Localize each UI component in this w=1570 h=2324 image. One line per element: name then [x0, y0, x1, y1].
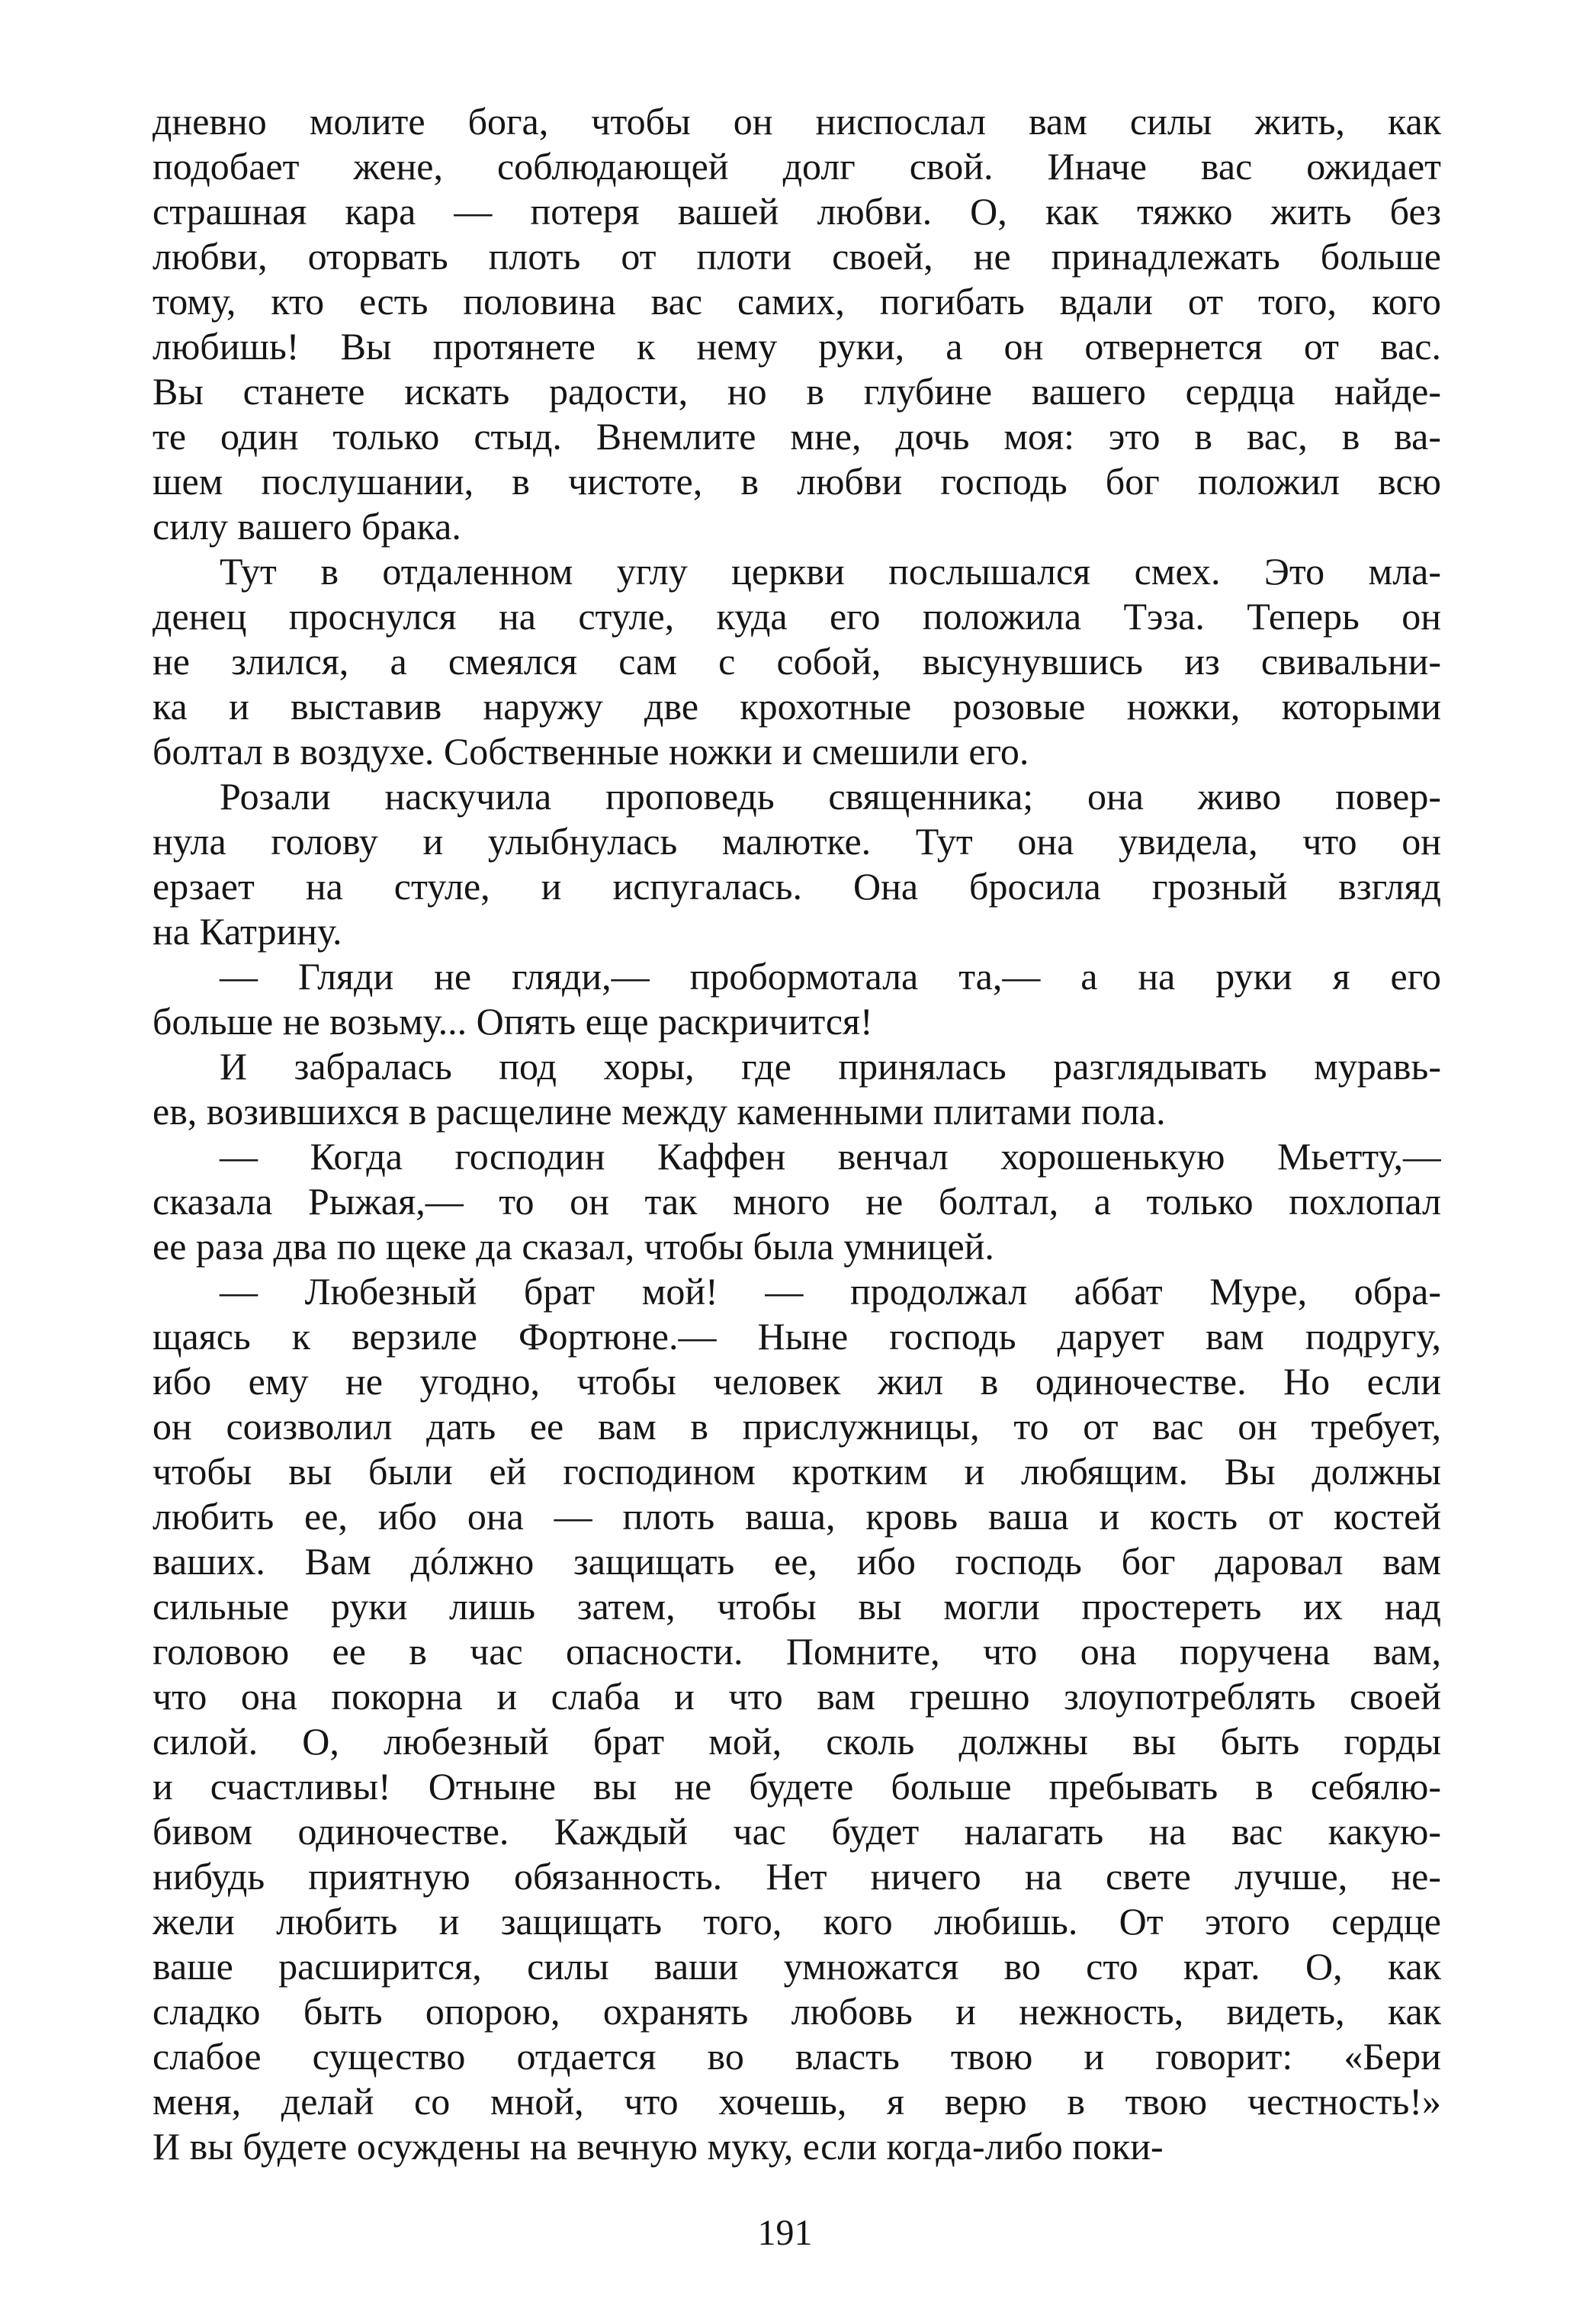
text-line: не злился, а смеялся сам с собой, высунувшись из свивальни- — [153, 640, 1441, 683]
text-line: жели любить и защищать того, кого любишь. От этого сердце — [153, 1900, 1441, 1943]
text-line: И забралась под хоры, где принялась разглядывать муравь- — [220, 1045, 1441, 1088]
text-line: ибо ему не угодно, чтобы человек жил в одиночестве. Но если — [153, 1360, 1441, 1403]
paragraph — [153, 954, 1441, 1044]
text-line: ка и выставив наружу две крохотные розовые ножки, которыми — [153, 685, 1441, 728]
text-line: головою ее в час опасности. Помните, что она поручена вам, — [153, 1630, 1441, 1673]
text-line: сладко быть опорою, охранять любовь и нежность, видеть, как — [153, 1990, 1441, 2033]
text-line: Тут в отдаленном углу церкви послышался смех. Это мла- — [220, 550, 1441, 593]
text-line: те один только стыд. Внемлите мне, дочь моя: это в вас, в ва- — [153, 415, 1441, 458]
text-line: бивом одиночестве. Каждый час будет налагать на вас какую- — [153, 1810, 1441, 1853]
text-line: ваше расширится, силы ваши умножатся во сто крат. О, как — [153, 1945, 1441, 1988]
text-line: чтобы вы были ей господином кротким и любящим. Вы должны — [153, 1450, 1441, 1493]
text-line: подобает жене, соблюдающей долг свой. Иначе вас ожидает — [153, 145, 1441, 188]
text-line: ваших. Вам дóлжно защищать ее, ибо господь бог даровал вам — [153, 1540, 1441, 1583]
text-line: ерзает на стуле, и испугалась. Она бросила грозный взгляд — [153, 865, 1441, 908]
text-line: что она покорна и слаба и что вам грешно злоупотреблять своей — [153, 1675, 1441, 1718]
text-line: любви, оторвать плоть от плоти своей, не принадлежать больше — [153, 235, 1441, 278]
text-line: сказала Рыжая,— то он так много не болтал, а только похлопал — [153, 1180, 1441, 1223]
text-line: он соизволил дать ее вам в прислужницы, то от вас он требует, — [153, 1405, 1441, 1448]
text-line: силу вашего брака. — [153, 505, 461, 548]
text-line: меня, делай со мной, что хочешь, я верю в твою честность!» — [153, 2080, 1441, 2123]
text-line: нула голову и улыбнулась малютке. Тут она увидела, что он — [153, 820, 1441, 863]
text-line: больше не возьму... Опять еще раскричится! — [153, 1000, 873, 1043]
text-line: любить ее, ибо она — плоть ваша, кровь ваша и кость от костей — [153, 1495, 1441, 1538]
paragraph — [153, 1134, 1441, 1269]
text-line: на Катрину. — [153, 910, 342, 953]
page-text — [153, 99, 1441, 2169]
text-line: страшная кара — потеря вашей любви. О, как тяжко жить без — [153, 190, 1441, 233]
text-line: И вы будете осуждены на вечную муку, если когда-либо поки- — [153, 2125, 1164, 2168]
text-line: силой. О, любезный брат мой, сколь должны вы быть горды — [153, 1720, 1441, 1763]
text-line: шем послушании, в чистоте, в любви господь бог положил всю — [153, 460, 1441, 503]
text-line: нибудь приятную обязанность. Нет ничего на свете лучше, не- — [153, 1855, 1441, 1898]
text-line: и счастливы! Отныне вы не будете больше пребывать в себялю- — [153, 1765, 1441, 1808]
paragraph — [153, 774, 1441, 954]
paragraph — [153, 1269, 1441, 2169]
text-line: дневно молите бога, чтобы он ниспослал вам силы жить, как — [153, 100, 1441, 143]
text-line: сильные руки лишь затем, чтобы вы могли простереть их над — [153, 1585, 1441, 1628]
text-line: щаясь к верзиле Фортюне.— Ныне господь дарует вам подругу, — [153, 1315, 1441, 1358]
page-number: 191 — [757, 2213, 813, 2253]
paragraph — [153, 549, 1441, 774]
text-line: — Гляди не гляди,— пробормотала та,— а на руки я его — [220, 955, 1441, 998]
text-line: ее раза два по щеке да сказал, чтобы была умницей. — [153, 1225, 994, 1268]
text-line: ев, возившихся в расщелине между каменными плитами пола. — [153, 1090, 1166, 1133]
text-line: денец проснулся на стуле, куда его положила Тэза. Теперь он — [153, 595, 1441, 638]
text-line: Вы станете искать радости, но в глубине вашего сердца найде- — [153, 370, 1441, 413]
text-line: — Любезный брат мой! — продолжал аббат Муре, обра- — [220, 1270, 1441, 1313]
text-line: тому, кто есть половина вас самих, погибать вдали от того, кого — [153, 280, 1441, 323]
text-line: любишь! Вы протянете к нему руки, а он отвернется от вас. — [153, 325, 1441, 368]
text-line: Розали наскучила проповедь священника; она живо повер- — [220, 775, 1441, 818]
paragraph — [153, 1044, 1441, 1134]
text-line: слабое существо отдается во власть твою и говорит: «Бери — [153, 2035, 1441, 2078]
paragraph — [153, 99, 1441, 549]
text-line: — Когда господин Каффен венчал хорошенькую Мьетту,— — [220, 1135, 1441, 1178]
text-line: болтал в воздухе. Собственные ножки и смешили его. — [153, 730, 1029, 773]
